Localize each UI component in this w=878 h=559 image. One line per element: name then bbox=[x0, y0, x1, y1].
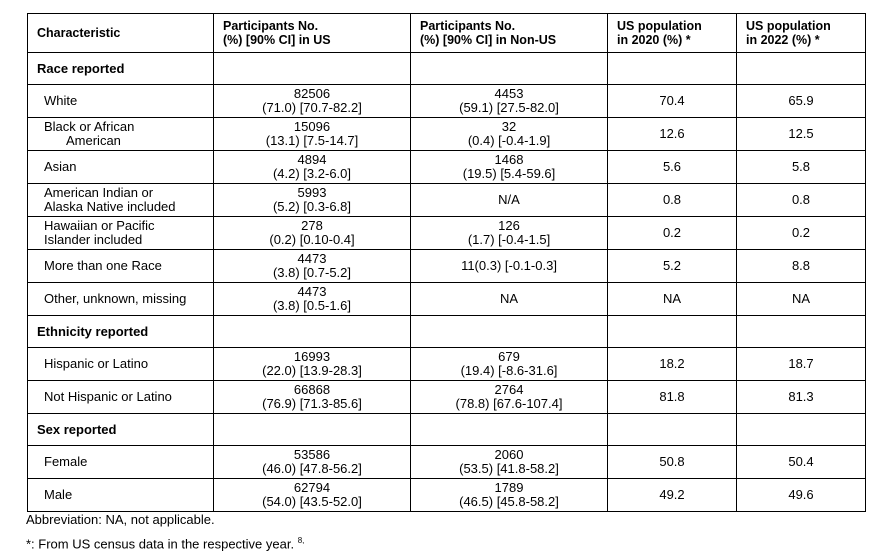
section-label: Race reported bbox=[28, 53, 214, 85]
pop-2022-cell: 65.9 bbox=[737, 85, 866, 118]
nonus-cell: 1468 (19.5) [5.4-59.6] bbox=[411, 151, 608, 184]
nonus-cell: 32 (0.4) [-0.4-1.9] bbox=[411, 118, 608, 151]
section-row-sex bbox=[28, 414, 866, 446]
section-label: Ethnicity reported bbox=[28, 316, 214, 348]
row-label: Asian bbox=[28, 151, 214, 184]
section-row-race bbox=[28, 53, 866, 85]
pop-2020-cell: 0.2 bbox=[608, 217, 737, 250]
table-row bbox=[28, 85, 866, 118]
nonus-cell: 4453 (59.1) [27.5-82.0] bbox=[411, 85, 608, 118]
table-row bbox=[28, 446, 866, 479]
us-cell: 278 (0.2) [0.10-0.4] bbox=[214, 217, 411, 250]
row-label: American Indian or Alaska Native included bbox=[28, 184, 214, 217]
nonus-cell: N/A bbox=[411, 184, 608, 217]
pop-2022-cell: 50.4 bbox=[737, 446, 866, 479]
footnote-reference: 8, bbox=[297, 536, 305, 545]
table-row bbox=[28, 381, 866, 414]
row-label: More than one Race bbox=[28, 250, 214, 283]
header-us-2020: US population in 2020 (%) * bbox=[608, 14, 737, 53]
pop-2020-cell: 18.2 bbox=[608, 348, 737, 381]
header-participants-us: Participants No. (%) [90% CI] in US bbox=[214, 14, 411, 53]
row-label: Not Hispanic or Latino bbox=[28, 381, 214, 414]
pop-2020-cell: 49.2 bbox=[608, 479, 737, 512]
pop-2022-cell: 49.6 bbox=[737, 479, 866, 512]
us-cell: 4473 (3.8) [0.5-1.6] bbox=[214, 283, 411, 316]
section-label: Sex reported bbox=[28, 414, 214, 446]
us-cell: 16993 (22.0) [13.9-28.3] bbox=[214, 348, 411, 381]
pop-2022-cell: 0.2 bbox=[737, 217, 866, 250]
us-cell: 62794 (54.0) [43.5-52.0] bbox=[214, 479, 411, 512]
table-row bbox=[28, 184, 866, 217]
pop-2022-cell: NA bbox=[737, 283, 866, 316]
row-label: Black or African American bbox=[28, 118, 214, 151]
pop-2022-cell: 81.3 bbox=[737, 381, 866, 414]
nonus-cell: NA bbox=[411, 283, 608, 316]
table-row bbox=[28, 118, 866, 151]
section-row-ethnicity bbox=[28, 316, 866, 348]
header-characteristic: Characteristic bbox=[28, 14, 214, 53]
pop-2022-cell: 5.8 bbox=[737, 151, 866, 184]
footnote-census: *: From US census data in the respective year. $^{8,}$ bbox=[26, 536, 305, 552]
us-cell: 15096 (13.1) [7.5-14.7] bbox=[214, 118, 411, 151]
table-row bbox=[28, 348, 866, 381]
header-us-2022: US population in 2022 (%) * bbox=[737, 14, 866, 53]
row-label: Hispanic or Latino bbox=[28, 348, 214, 381]
table-row bbox=[28, 250, 866, 283]
us-cell: 5993 (5.2) [0.3-6.8] bbox=[214, 184, 411, 217]
nonus-cell: 2060 (53.5) [41.8-58.2] bbox=[411, 446, 608, 479]
footnote-abbreviation: Abbreviation: NA, not applicable. bbox=[26, 512, 215, 527]
row-label: Hawaiian or Pacific Islander included bbox=[28, 217, 214, 250]
header-row bbox=[28, 14, 866, 53]
row-label: Male bbox=[28, 479, 214, 512]
row-label: White bbox=[28, 85, 214, 118]
demographics-table bbox=[27, 13, 866, 512]
header-participants-nonus: Participants No. (%) [90% CI] in Non-US bbox=[411, 14, 608, 53]
pop-2022-cell: 12.5 bbox=[737, 118, 866, 151]
us-cell: 4473 (3.8) [0.7-5.2] bbox=[214, 250, 411, 283]
table-row bbox=[28, 151, 866, 184]
row-label: Other, unknown, missing bbox=[28, 283, 214, 316]
table-row bbox=[28, 479, 866, 512]
us-cell: 82506 (71.0) [70.7-82.2] bbox=[214, 85, 411, 118]
nonus-cell: 679 (19.4) [-8.6-31.6] bbox=[411, 348, 608, 381]
pop-2020-cell: 5.2 bbox=[608, 250, 737, 283]
pop-2020-cell: 12.6 bbox=[608, 118, 737, 151]
pop-2020-cell: 81.8 bbox=[608, 381, 737, 414]
pop-2020-cell: 50.8 bbox=[608, 446, 737, 479]
pop-2020-cell: 70.4 bbox=[608, 85, 737, 118]
pop-2020-cell: NA bbox=[608, 283, 737, 316]
nonus-cell: 2764 (78.8) [67.6-107.4] bbox=[411, 381, 608, 414]
nonus-cell: 1789 (46.5) [45.8-58.2] bbox=[411, 479, 608, 512]
us-cell: 53586 (46.0) [47.8-56.2] bbox=[214, 446, 411, 479]
pop-2022-cell: 0.8 bbox=[737, 184, 866, 217]
nonus-cell: 11(0.3) [-0.1-0.3] bbox=[411, 250, 608, 283]
nonus-cell: 126 (1.7) [-0.4-1.5] bbox=[411, 217, 608, 250]
table-row bbox=[28, 217, 866, 250]
row-label: Female bbox=[28, 446, 214, 479]
us-cell: 4894 (4.2) [3.2-6.0] bbox=[214, 151, 411, 184]
pop-2020-cell: 5.6 bbox=[608, 151, 737, 184]
table-row bbox=[28, 283, 866, 316]
pop-2022-cell: 8.8 bbox=[737, 250, 866, 283]
us-cell: 66868 (76.9) [71.3-85.6] bbox=[214, 381, 411, 414]
pop-2022-cell: 18.7 bbox=[737, 348, 866, 381]
pop-2020-cell: 0.8 bbox=[608, 184, 737, 217]
